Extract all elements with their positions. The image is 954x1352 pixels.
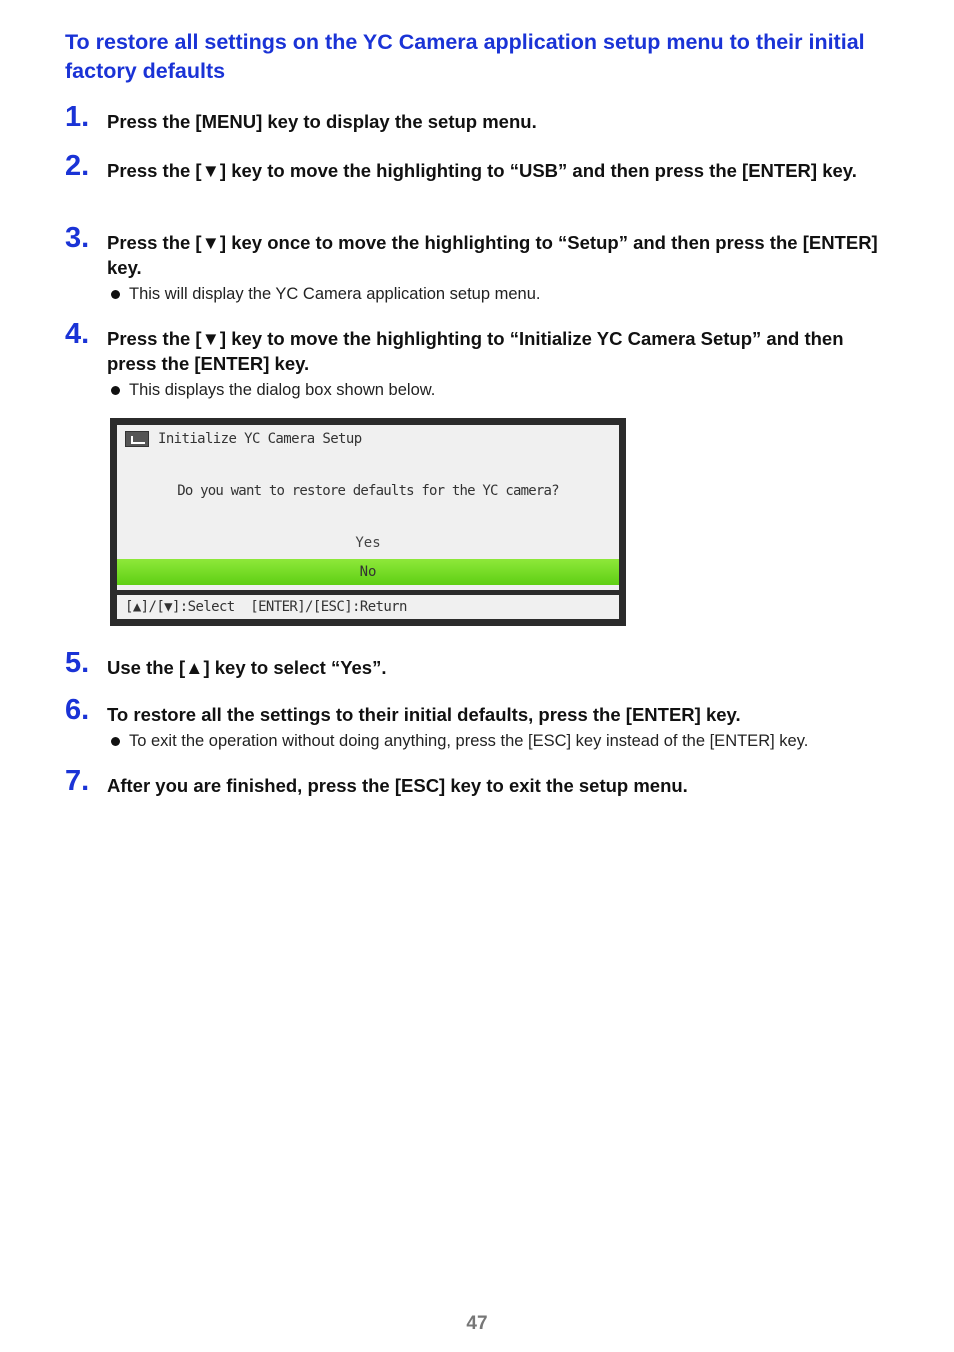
section-heading: To restore all settings on the YC Camera application setup menu to their initial factory defaults: [65, 30, 865, 83]
step-1: [65, 101, 895, 134]
step-number: 1.: [65, 101, 90, 133]
step-text: To restore all the settings to their initial defaults, press the [ENTER] key.: [107, 704, 741, 725]
dialog-screenshot: [110, 418, 626, 626]
step-number: 6.: [65, 694, 90, 726]
step-text: Press the [▼] key once to move the highlighting to “Setup” and then press the [ENTER] key.: [107, 232, 878, 278]
step-5: [65, 647, 895, 680]
dialog-footer-hint: [▲]/[▼]:Select [ENTER]/[ESC]:Return: [117, 595, 619, 619]
step-4: [65, 318, 895, 401]
note-text: To exit the operation without doing anything, press the [ESC] key instead of the [ENTER] key.: [129, 732, 809, 750]
step-text: Press the [MENU] key to display the setup menu.: [107, 111, 537, 132]
bullet-icon: [111, 737, 120, 746]
step-2: [65, 150, 895, 183]
step-note: [111, 379, 895, 401]
note-text: This displays the dialog box shown below.: [129, 381, 436, 399]
bullet-icon: [111, 290, 120, 299]
step-3: [65, 222, 895, 305]
bullet-icon: [111, 386, 120, 395]
option-no-highlighted[interactable]: No: [117, 559, 619, 585]
step-note: [111, 283, 895, 305]
step-text: After you are finished, press the [ESC] key to exit the setup menu.: [107, 775, 688, 796]
step-note: [111, 730, 895, 752]
step-number: 5.: [65, 647, 90, 679]
step-number: 2.: [65, 150, 90, 182]
step-number: 7.: [65, 765, 90, 797]
dialog-title: Initialize YC Camera Setup: [158, 431, 362, 447]
step-6: [65, 694, 895, 752]
note-text: This will display the YC Camera application setup menu.: [129, 285, 541, 303]
step-number: 3.: [65, 222, 90, 254]
step-text: Press the [▼] key to move the highlighting to “USB” and then press the [ENTER] key.: [107, 160, 857, 181]
return-icon: [125, 431, 149, 447]
dialog-question: Do you want to restore defaults for the YC camera?: [177, 483, 559, 499]
step-7: [65, 765, 895, 798]
dialog-panel: [117, 425, 619, 590]
step-text: Use the [▲] key to select “Yes”.: [107, 657, 387, 678]
step-number: 4.: [65, 318, 90, 350]
option-yes[interactable]: Yes: [355, 535, 381, 551]
step-text: Press the [▼] key to move the highlighting to “Initialize YC Camera Setup” and then press the [ENTER] key.: [107, 328, 844, 374]
page-number: 47: [466, 1313, 488, 1334]
dialog-title-row: [125, 429, 362, 449]
